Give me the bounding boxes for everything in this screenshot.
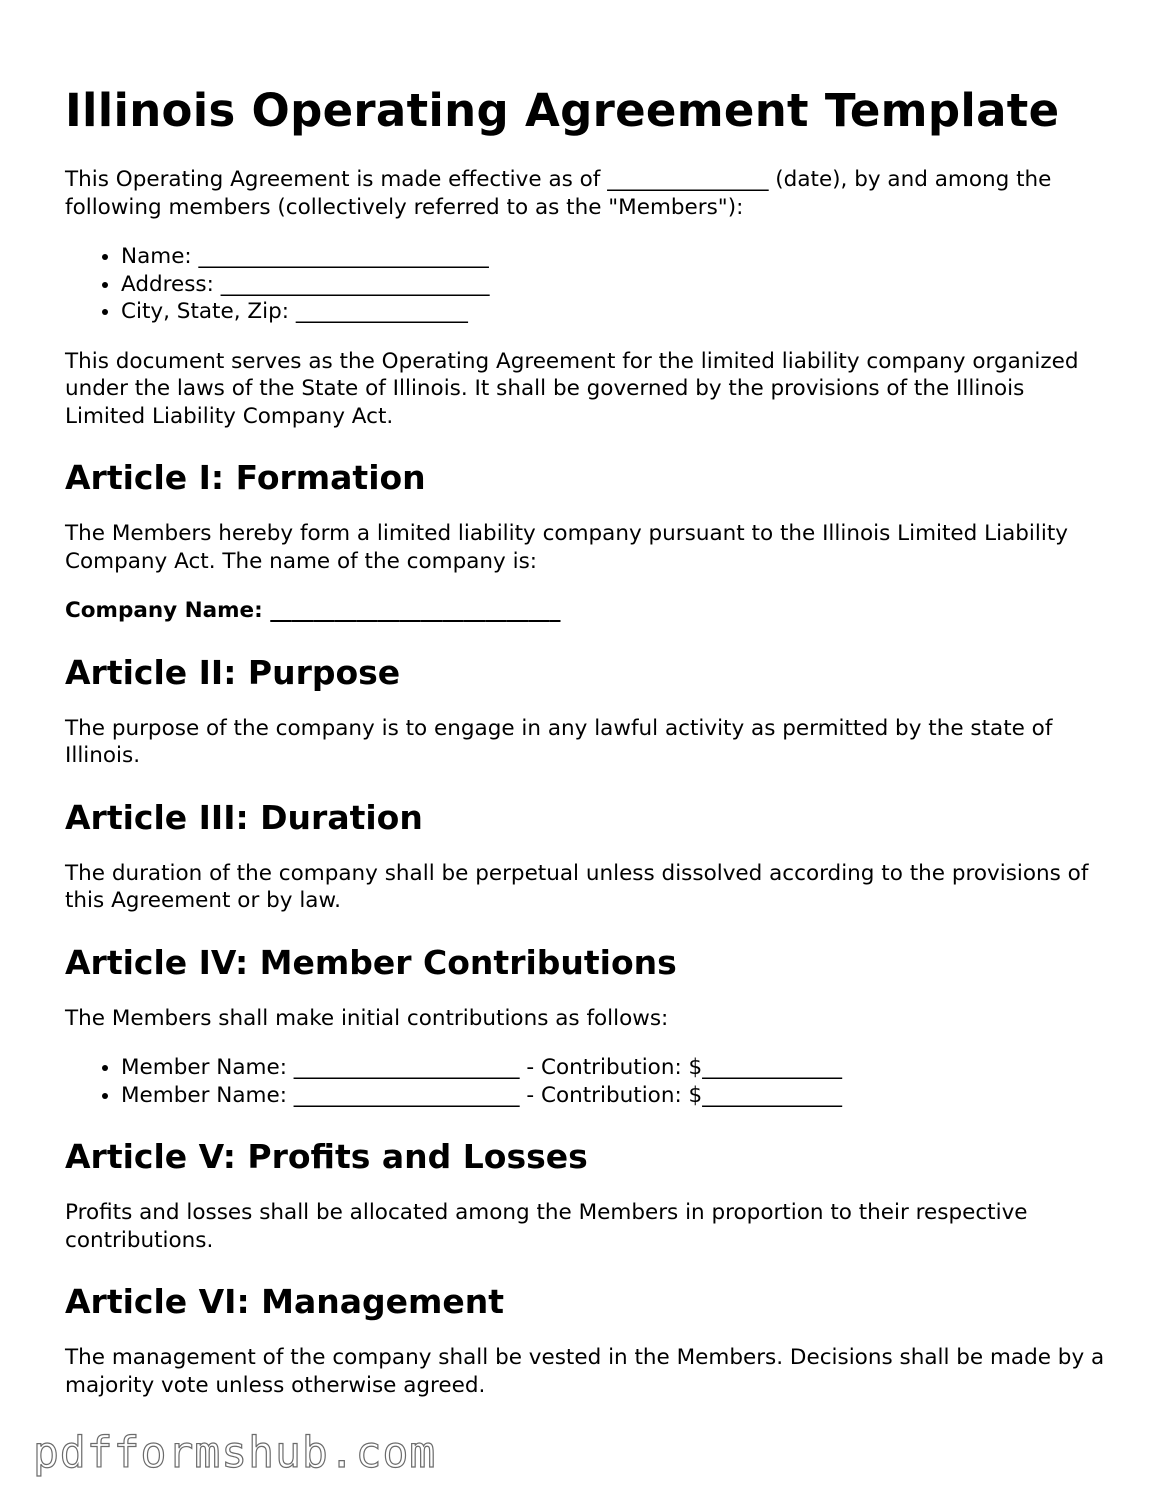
article1-heading: Article I: Formation [65,458,426,497]
article2-heading: Article II: Purpose [65,652,401,692]
member-address-field: • Address: _________________________ [121,271,1105,299]
document-page [65,80,1105,1399]
article1-body: The Members hereby form a limited liability company pursuant to the Illinois Limited Liability Company Act. The name of the company is: [65,521,1068,574]
member-name-field: • Name: ___________________________ [121,243,1105,271]
article6-body: The management of the company shall be vested in the Members. Decisions shall be made by a majority vote unless otherwise agreed. [65,1345,1105,1398]
article2-body: The purpose of the company is to engage in any lawful activity as permitted by the state of Illinois. [65,715,1053,768]
contribution-line: • Member Name: _____________________ - Contribution: $_____________ [121,1082,1105,1110]
member-fields-list [65,243,1105,326]
contribution-line: • Member Name: _____________________ - Contribution: $_____________ [121,1054,1105,1082]
member-city-field: • City, State, Zip: ________________ [121,298,1105,326]
watermark: pdfformshub.com [33,1428,437,1478]
overview-paragraph: This document serves as the Operating Agreement for the limited liability company organized under the laws of the State of Illinois. It shall be governed by the provisions of the Illinois Limited Liability Company Act. [65,348,1079,429]
article4-heading: Article IV: Member Contributions [65,942,677,982]
article3-heading: Article III: Duration [65,797,423,837]
company-name-field: Company Name: ___________________________ [65,598,561,623]
article4-body: The Members shall make initial contributions as follows: [65,1005,669,1031]
document-title: Illinois Operating Agreement Template [65,84,1060,137]
article5-heading: Article V: Profits and Losses [65,1137,588,1176]
article6-heading: Article VI: Management [65,1282,505,1321]
contributions-list [65,1054,1105,1109]
article3-body: The duration of the company shall be perpetual unless dissolved according to the provisions of this Agreement or by law. [65,860,1089,913]
intro-paragraph: This Operating Agreement is made effective as of _______________ (date), by and among the following members (collectively referred to as the "Members"): [65,167,1052,220]
article5-body: Profits and losses shall be allocated among the Members in proportion to their respective contributions. [65,1200,1028,1253]
